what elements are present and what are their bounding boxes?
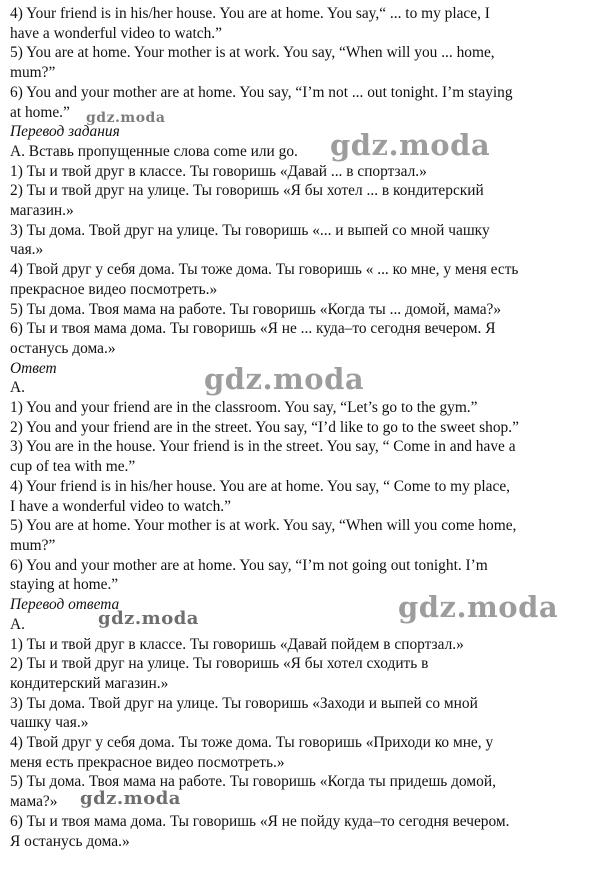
text-line: 6) Ты и твоя мама дома. Ты говоришь «Я не пойду куда–то сегодня вечером.: [10, 812, 510, 830]
text-line: 5) Ты дома. Твоя мама на работе. Ты говоришь «Когда ты придешь домой,: [10, 773, 496, 791]
text-line: 4) Твой друг у себя дома. Ты тоже дома. Ты говоришь « ... ко мне, у меня есть: [10, 261, 519, 279]
text-line: 5) You are at home. Your mother is at work. You say, “When will you come home,: [10, 517, 517, 535]
text-line: at home.”: [10, 103, 70, 121]
watermark: gdz.moda: [98, 608, 199, 629]
watermark: gdz.moda: [80, 788, 181, 809]
text-line: 2) You and your friend are in the street. You say, “I’d like to go to the sweet shop.”: [10, 418, 519, 436]
text-line: чая.»: [10, 241, 44, 259]
text-line: А. Вставь пропущенные слова come или go.: [10, 142, 298, 160]
text-line: mum?”: [10, 64, 56, 82]
text-line: 2) Ты и твой друг на улице. Ты говоришь «Я бы хотел ... в кондитерский: [10, 182, 484, 200]
text-line: 2) Ты и твой друг на улице. Ты говоришь «Я бы хотел сходить в: [10, 655, 429, 673]
exercise-tail-english: [10, 4, 586, 122]
text-line: I have a wonderful video to watch.”: [10, 497, 231, 515]
task-translation-section: [10, 122, 586, 358]
answer-translation-heading: Перевод ответа: [10, 596, 120, 614]
text-line: 1) You and your friend are in the classroom. You say, “Let’s go to the gym.”: [10, 399, 478, 417]
text-line: 3) Ты дома. Твой друг на улице. Ты говоришь «Заходи и выпей со мной: [10, 694, 478, 712]
text-line: чашку чая.»: [10, 714, 89, 732]
text-line: 3) Ты дома. Твой друг на улице. Ты говоришь «... и выпей со мной чашку: [10, 221, 490, 239]
watermark: gdz.moda: [330, 128, 491, 162]
watermark: gdz.moda: [398, 590, 559, 624]
text-line: 4) Твой друг у себя дома. Ты тоже дома. Ты говоришь «Приходи ко мне, у: [10, 734, 494, 752]
text-line: останусь дома.»: [10, 339, 116, 357]
text-line: А.: [10, 615, 25, 633]
text-line: меня есть прекрасное видео посмотреть.»: [10, 753, 285, 771]
text-line: 1) Ты и твой друг в классе. Ты говоришь «Давай пойдем в спортзал.»: [10, 635, 464, 653]
text-line: mum?”: [10, 536, 56, 554]
text-line: A.: [10, 379, 25, 397]
text-line: 5) You are at home. Your mother is at work. You say, “When will you ... home,: [10, 44, 495, 62]
text-line: кондитерский магазин.»: [10, 674, 169, 692]
text-line: have a wonderful video to watch.”: [10, 24, 222, 42]
text-line: 5) Ты дома. Твоя мама на работе. Ты говоришь «Когда ты ... домой, мама?»: [10, 300, 502, 318]
text-line: 1) Ты и твой друг в классе. Ты говоришь «Давай ... в спортзал.»: [10, 162, 427, 180]
text-line: магазин.»: [10, 202, 74, 220]
document-page: [10, 4, 586, 851]
watermark: gdz.moda: [86, 110, 166, 126]
answer-heading: Ответ: [10, 359, 57, 377]
text-line: мама?»: [10, 793, 58, 811]
text-line: 4) Your friend is in his/her house. You are at home. You say, “ Come to my place,: [10, 477, 511, 495]
task-translation-heading: Перевод задания: [10, 123, 120, 141]
text-line: Я останусь дома.»: [10, 832, 130, 850]
answer-translation-section: [10, 595, 586, 851]
text-line: 6) Ты и твоя мама дома. Ты говоришь «Я не ... куда–то сегодня вечером. Я: [10, 320, 496, 338]
text-line: прекрасное видео посмотреть.»: [10, 280, 218, 298]
text-line: 6) You and your mother are at home. You say, “I’m not ... out tonight. I’m staying: [10, 83, 513, 101]
watermark: gdz.moda: [204, 362, 365, 396]
text-line: 6) You and your mother are at home. You say, “I’m not going out tonight. I’m: [10, 556, 488, 574]
text-line: 4) Your friend is in his/her house. You are at home. You say,“ ... to my place, I: [10, 5, 490, 22]
text-line: 3) You are in the house. Your friend is in the street. You say, “ Come in and have a: [10, 438, 516, 456]
text-line: staying at home.”: [10, 576, 119, 594]
text-line: cup of tea with me.”: [10, 458, 136, 476]
